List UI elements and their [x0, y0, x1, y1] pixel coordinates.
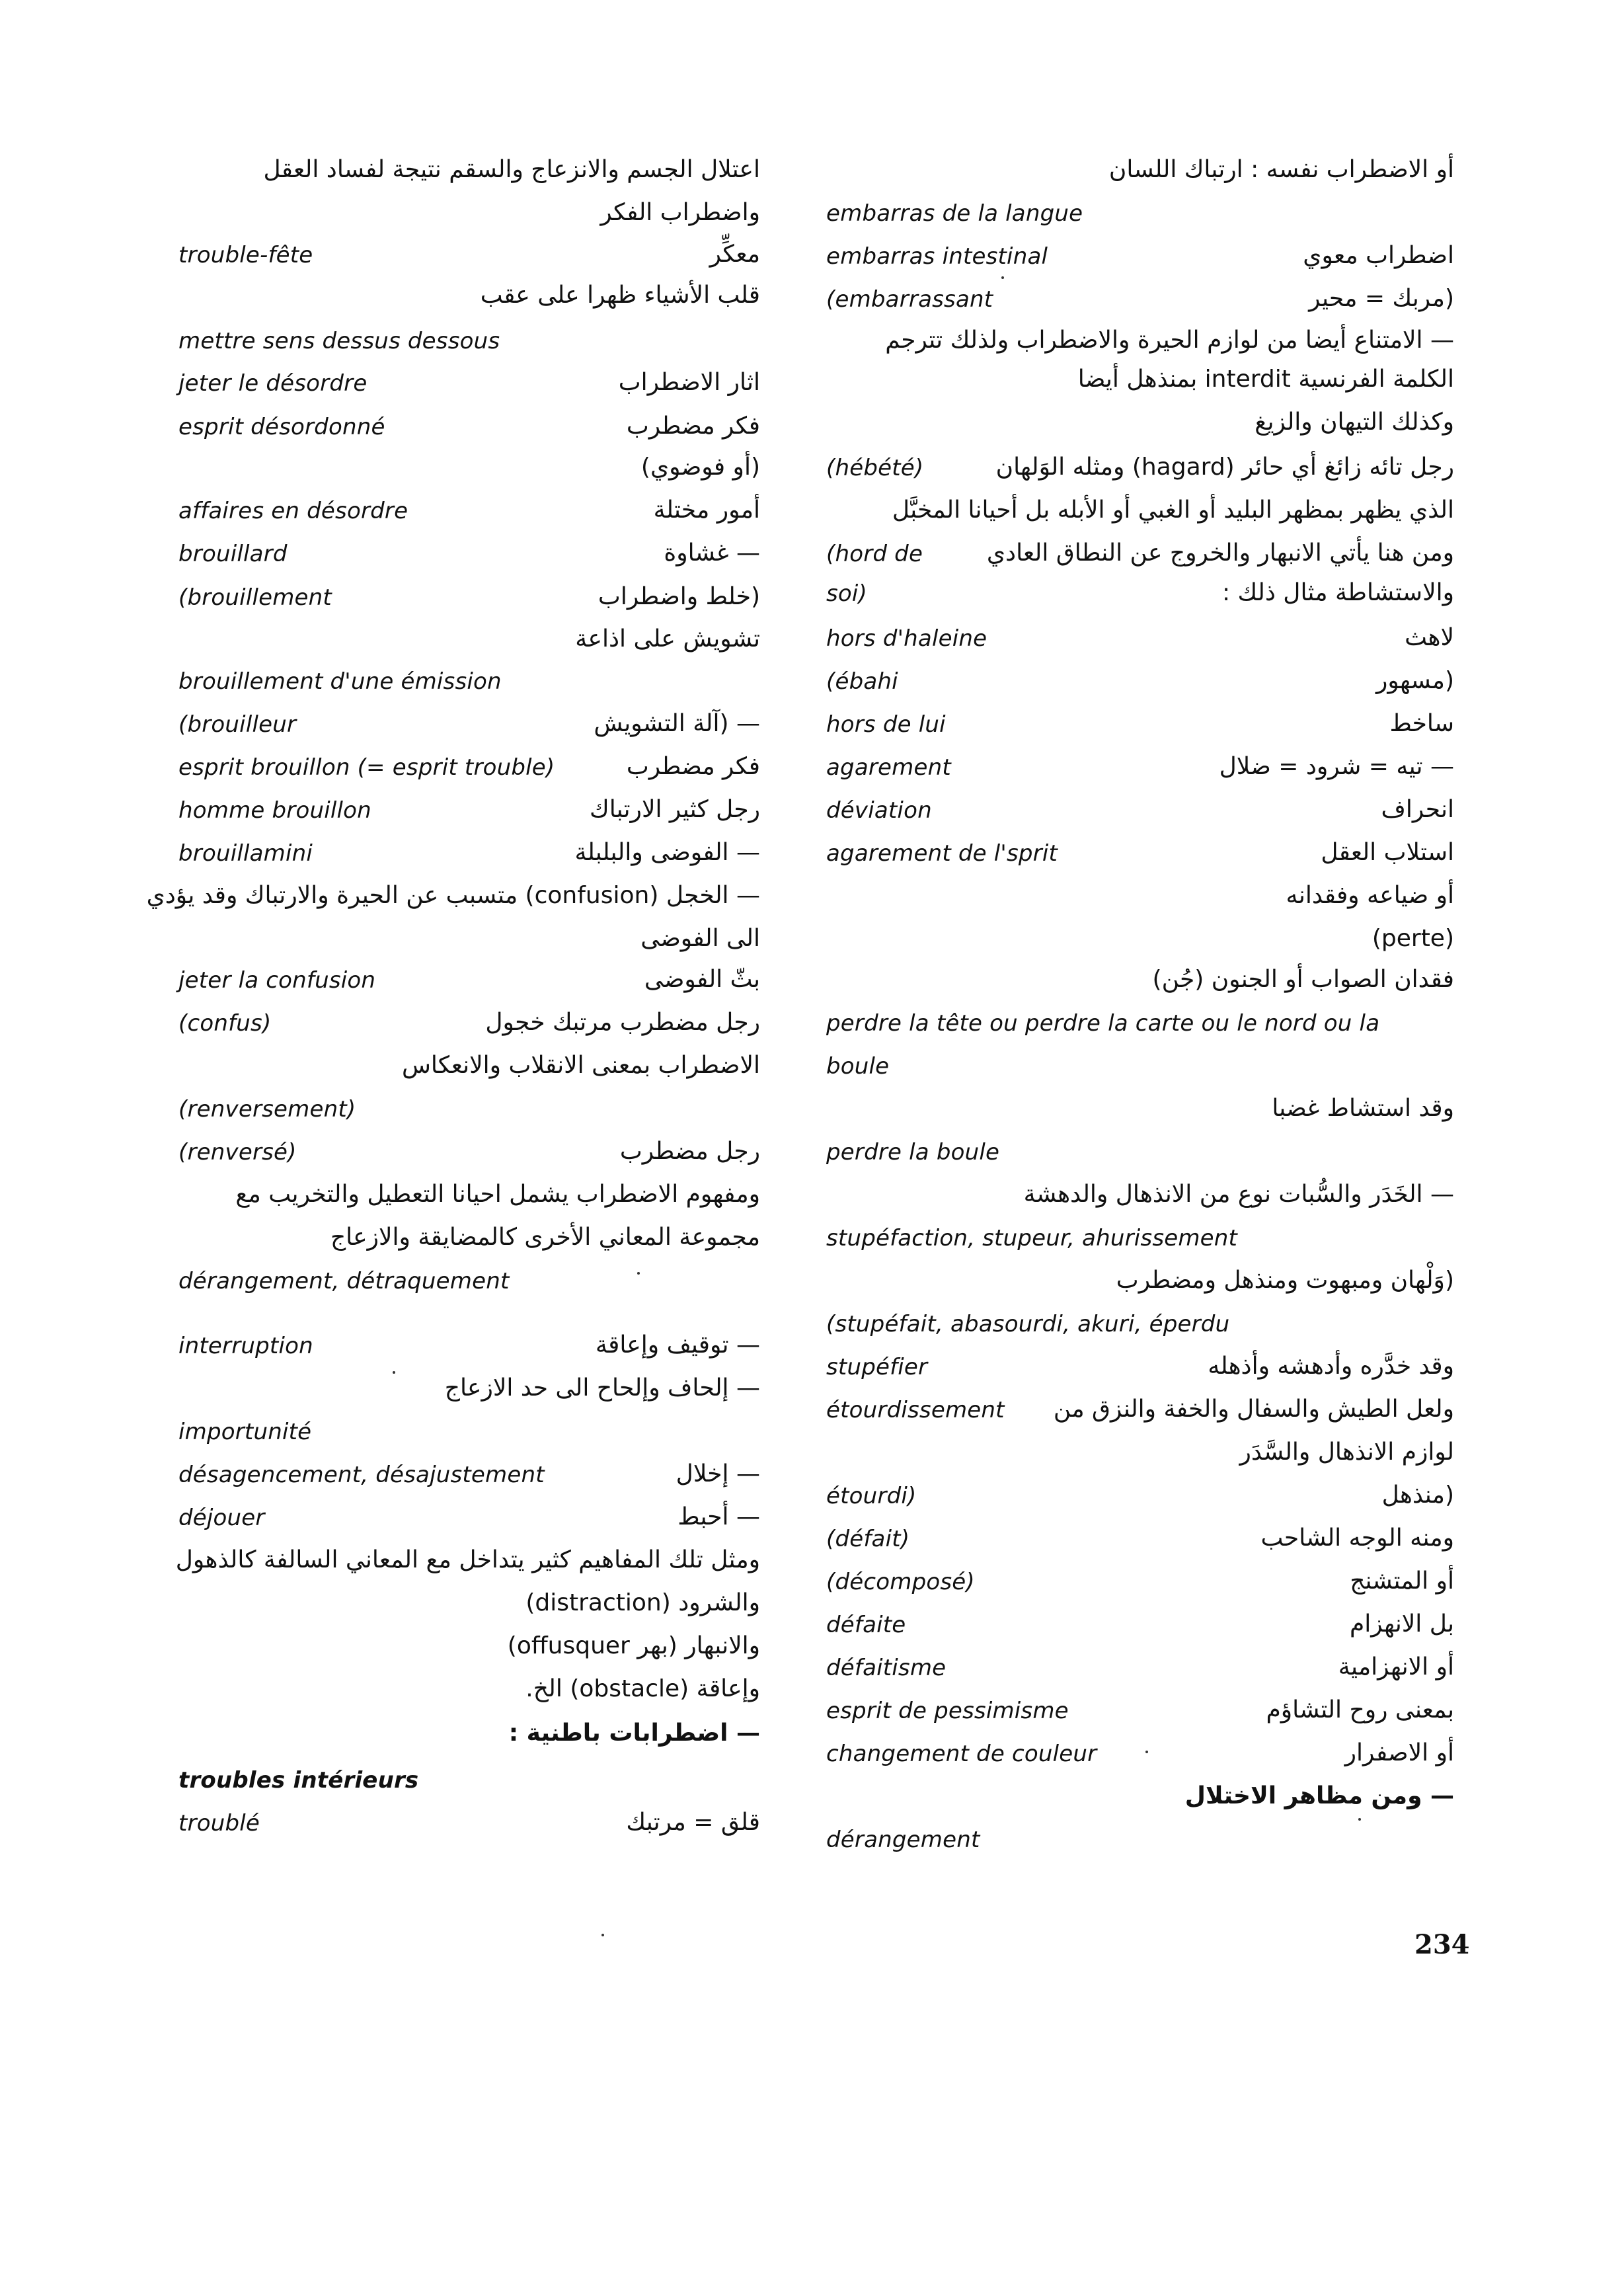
- french-term: brouillard: [178, 541, 288, 567]
- french-term: (renversé): [178, 1139, 297, 1166]
- entry-row: [178, 1005, 760, 1047]
- french-term: (brouillement: [178, 584, 332, 611]
- arabic-text: واضطراب الفكر: [600, 199, 760, 226]
- french-term: (renversement): [178, 1096, 356, 1123]
- entry-row: [826, 1005, 1454, 1047]
- arabic-text: اثار الاضطراب: [618, 369, 760, 396]
- french-term: changement de couleur: [826, 1741, 1097, 1767]
- arabic-text: ومن هنا يأتي الانبهار والخروج عن النطاق العادي: [986, 539, 1454, 567]
- entry-row: [178, 1805, 760, 1847]
- entry-row: [826, 362, 1454, 404]
- entry-row: [178, 1220, 760, 1262]
- french-term: trouble-fête: [178, 242, 313, 268]
- arabic-text: (perte): [1372, 925, 1454, 952]
- french-term: soi): [826, 580, 868, 607]
- entry-row: [178, 450, 760, 492]
- entry-row: [178, 237, 760, 279]
- scan-speck: [1001, 276, 1004, 279]
- arabic-text: — الخجل (confusion) متسبب عن الحيرة والارتباك وقد يؤدي: [146, 882, 760, 909]
- entry-row: [178, 1456, 760, 1499]
- french-term: dérangement: [826, 1827, 980, 1853]
- entry-row: [826, 1134, 1454, 1176]
- entry-row: [146, 878, 760, 920]
- entry-row: [178, 835, 760, 877]
- entry-row: [826, 152, 1454, 194]
- french-term: (brouilleur: [178, 711, 297, 738]
- french-term: hors de lui: [826, 711, 946, 738]
- french-term: esprit désordonné: [178, 414, 385, 440]
- arabic-text: أو الاضطراب نفسه : ارتباك اللسان: [1108, 156, 1454, 183]
- french-term: hors d'haleine: [826, 625, 987, 652]
- arabic-text: قلق = مرتبك: [626, 1809, 760, 1836]
- entry-row: [178, 1327, 760, 1370]
- arabic-text: اعتلال الجسم والانزعاج والسقم نتيجة لفساد العقل: [263, 156, 760, 183]
- entry-row: [178, 1091, 760, 1133]
- arabic-text: — اضطرابات باطنية :: [508, 1720, 760, 1747]
- french-term: (décomposé): [826, 1569, 975, 1595]
- arabic-text: معكِّر: [709, 241, 760, 268]
- arabic-text: — إلحاف وإلحاح الى حد الازعاج: [444, 1374, 760, 1402]
- entry-row: [826, 535, 1454, 578]
- arabic-text: مجموعة المعاني الأخرى كالمضايقة والازعاج: [330, 1224, 760, 1251]
- arabic-text: (مسهور: [1375, 667, 1454, 694]
- arabic-text: أو الاصفرار: [1344, 1739, 1454, 1766]
- entry-row: [178, 1048, 760, 1090]
- arabic-text: — ومن مظاهر الاختلال: [1184, 1782, 1454, 1809]
- entry-row: [826, 450, 1454, 492]
- entry-row: [178, 706, 760, 748]
- arabic-text: فقدان الصواب أو الجنون (جُن): [1152, 966, 1454, 993]
- french-term: (hébété): [826, 455, 924, 481]
- arabic-text: رجل مضطرب: [619, 1138, 760, 1165]
- entry-row: [826, 921, 1454, 963]
- french-term: perdre la boule: [826, 1139, 1000, 1166]
- french-term: désagencement, désajustement: [178, 1462, 545, 1488]
- entry-row: [826, 620, 1454, 662]
- arabic-text: رجل كثير الارتباك: [590, 796, 760, 823]
- scan-speck: [601, 1934, 604, 1936]
- french-term: étourdissement: [826, 1397, 1005, 1423]
- entry-row: [178, 749, 760, 791]
- french-term: boule: [826, 1053, 890, 1080]
- arabic-text: — الامتناع أيضا من لوازم الحيرة والاضطراب ولذلك تترجم: [885, 327, 1454, 354]
- entry-row: [178, 323, 760, 365]
- entry-row: [178, 1716, 760, 1758]
- arabic-text: تشويش على اذاعة: [575, 625, 760, 653]
- entry-row: [826, 1649, 1454, 1692]
- entry-row: [178, 621, 760, 664]
- entry-row: [826, 835, 1454, 877]
- entry-row: [826, 1220, 1454, 1262]
- arabic-text: انحراف: [1381, 796, 1454, 823]
- entry-row: [826, 1349, 1454, 1391]
- french-term: étourdi): [826, 1483, 917, 1509]
- entry-row: [826, 195, 1454, 237]
- arabic-text: والانبهار (بهر offusquer): [507, 1632, 760, 1659]
- french-term: (hord de: [826, 541, 923, 567]
- entry-row: [826, 1778, 1454, 1821]
- arabic-text: الذي يظهر بمظهر البليد أو الغبي أو الأبله بل أحيانا المخبَّل: [892, 496, 1454, 524]
- arabic-text: أمور مختلة: [653, 496, 760, 524]
- french-term: défaitisme: [826, 1655, 947, 1681]
- french-term: affaires en désordre: [178, 498, 408, 524]
- entry-row: [826, 706, 1454, 748]
- entry-row: [826, 1263, 1454, 1305]
- entry-row: [178, 792, 760, 834]
- entry-row: [826, 1521, 1454, 1563]
- entry-row: [826, 238, 1454, 280]
- entry-row: [178, 409, 760, 451]
- entry-row: [178, 1585, 760, 1628]
- entry-row: [178, 921, 760, 963]
- entry-row: [175, 1542, 760, 1585]
- french-term: dérangement, détraquement: [178, 1268, 510, 1294]
- entry-row: [826, 1091, 1454, 1133]
- french-term: (embarrassant: [826, 286, 993, 313]
- french-term: agarement de l'sprit: [826, 840, 1058, 867]
- scan-speck: [1145, 1751, 1148, 1753]
- french-term: esprit brouillon (= esprit trouble): [178, 754, 555, 781]
- entry-row: [178, 493, 760, 535]
- french-term: embarras de la langue: [826, 200, 1083, 227]
- french-term: interruption: [178, 1333, 313, 1359]
- arabic-text: — الفوضى والبلبلة: [574, 839, 760, 866]
- entry-row: [826, 493, 1454, 535]
- arabic-text: الكلمة الفرنسية interdit بمنذهل أيضا: [1077, 366, 1454, 393]
- entry-row: [826, 749, 1454, 791]
- arabic-text: لوازم الانذهال والسَّدَر: [1239, 1439, 1454, 1466]
- french-term: (défait): [826, 1526, 910, 1552]
- entry-row: [178, 1628, 760, 1671]
- arabic-text: أو المتشنج: [1350, 1567, 1454, 1595]
- arabic-text: ومثل تلك المفاهيم كثير يتداخل مع المعاني السالفة كالذهول: [175, 1546, 760, 1573]
- entry-row: [826, 1392, 1454, 1434]
- french-term: déjouer: [178, 1505, 265, 1531]
- entry-row: [826, 1048, 1454, 1090]
- arabic-text: (مربك = محير: [1309, 285, 1454, 312]
- entry-row: [178, 1413, 760, 1456]
- arabic-text: لاهث: [1405, 624, 1454, 651]
- french-term: embarras intestinal: [826, 243, 1048, 270]
- arabic-text: — توقيف وإعاقة: [595, 1331, 760, 1359]
- entry-row: [826, 405, 1454, 447]
- french-term: défaite: [826, 1612, 906, 1638]
- scan-speck: [637, 1272, 640, 1275]
- arabic-text: الى الفوضى: [640, 925, 760, 952]
- arabic-text: (خلط واضطراب: [598, 583, 760, 610]
- scan-speck: [393, 1371, 395, 1374]
- entry-row: [826, 323, 1454, 365]
- entry-row: [826, 1821, 1454, 1864]
- french-term: jeter la confusion: [178, 967, 376, 994]
- scan-speck: [1358, 1818, 1361, 1821]
- arabic-text: (منذهل: [1381, 1482, 1454, 1509]
- french-term: importunité: [178, 1419, 312, 1445]
- french-term: brouillement d'une émission: [178, 668, 502, 695]
- entry-row: [178, 278, 760, 320]
- entry-row: [178, 195, 760, 237]
- french-term: (confus): [178, 1010, 272, 1037]
- french-term: (stupéfait, abasourdi, akuri, éperdu: [826, 1311, 1230, 1337]
- french-term: brouillamini: [178, 840, 313, 867]
- entry-row: [178, 1671, 760, 1714]
- arabic-text: ولعل الطيش والسفال والخفة والنزق من: [1053, 1396, 1454, 1423]
- arabic-text: فكر مضطرب: [626, 753, 760, 780]
- entry-row: [178, 579, 760, 621]
- entry-row: [178, 1370, 760, 1413]
- french-term: stupéfier: [826, 1354, 928, 1380]
- arabic-text: — غشاوة: [664, 539, 760, 567]
- arabic-text: ومنه الوجه الشاحب: [1260, 1524, 1454, 1552]
- entry-row: [826, 663, 1454, 705]
- arabic-text: رجل تائه زائغ أي حائر (hagard) ومثله الوَلهان: [995, 454, 1454, 481]
- arabic-text: وإعاقة (obstacle) الخ.: [525, 1675, 760, 1702]
- entry-row: [826, 1478, 1454, 1520]
- french-term: jeter le désordre: [178, 370, 367, 397]
- entry-row: [826, 962, 1454, 1004]
- entry-row: [178, 1263, 760, 1305]
- entry-row: [826, 1306, 1454, 1348]
- arabic-text: اضطراب معوي: [1303, 242, 1454, 269]
- entry-row: [826, 575, 1454, 617]
- arabic-text: وقد استشاط غضبا: [1272, 1095, 1454, 1122]
- entry-row: [178, 1499, 760, 1542]
- entry-row: [826, 878, 1454, 920]
- arabic-text: — (آلة التشويش: [594, 710, 760, 737]
- entry-row: [826, 1177, 1454, 1219]
- entry-row: [178, 1762, 760, 1804]
- arabic-text: بثّ الفوضى: [644, 966, 760, 993]
- arabic-text: استلاب العقل: [1321, 839, 1454, 866]
- french-term: déviation: [826, 797, 932, 824]
- entry-row: [178, 365, 760, 407]
- french-term: agarement: [826, 754, 951, 781]
- french-term: esprit de pessimisme: [826, 1698, 1069, 1724]
- entry-row: [178, 535, 760, 578]
- arabic-text: أو الانهزامية: [1338, 1653, 1454, 1681]
- entry-row: [826, 1606, 1454, 1649]
- entry-row: [826, 1435, 1454, 1477]
- arabic-text: (أو فوضوي): [640, 454, 760, 481]
- arabic-text: — تيه = شرود = ضلال: [1219, 753, 1454, 780]
- arabic-text: والشرود (distraction): [525, 1589, 760, 1616]
- entry-row: [826, 1692, 1454, 1735]
- arabic-text: ومفهوم الاضطراب يشمل احيانا التعطيل والتخريب مع: [235, 1181, 760, 1208]
- arabic-text: قلب الأشياء ظهرا على عقب: [480, 282, 760, 309]
- entry-row: [178, 1177, 760, 1219]
- entry-row: [826, 281, 1454, 323]
- entry-row: [178, 663, 760, 705]
- arabic-text: — أحبط: [677, 1503, 760, 1530]
- french-term: troublé: [178, 1810, 260, 1837]
- french-term: troubles intérieurs: [178, 1767, 419, 1794]
- french-term: stupéfaction, stupeur, ahurissement: [826, 1225, 1238, 1251]
- french-term: homme brouillon: [178, 797, 371, 824]
- arabic-text: — الخَدَر والسُّبات نوع من الانذهال والدهشة: [1023, 1181, 1454, 1208]
- arabic-text: رجل مضطرب مرتبك خجول: [485, 1009, 760, 1036]
- arabic-text: وكذلك التيهان والزيغ: [1255, 409, 1454, 436]
- entry-row: [178, 152, 760, 194]
- arabic-text: الاضطراب بمعنى الانقلاب والانعكاس: [401, 1052, 760, 1079]
- french-term: mettre sens dessus dessous: [178, 328, 500, 354]
- french-term: perdre la tête ou perdre la carte ou le nord ou la: [826, 1010, 1380, 1037]
- arabic-text: بمعنى روح التشاؤم: [1266, 1696, 1454, 1723]
- french-term: (ébahi: [826, 668, 898, 695]
- arabic-text: ساخط: [1389, 710, 1454, 737]
- entry-row: [826, 1735, 1454, 1778]
- entry-row: [178, 962, 760, 1004]
- entry-row: [826, 1564, 1454, 1606]
- arabic-text: والاستشاطة مثال ذلك :: [1221, 579, 1454, 606]
- page-number: 234: [1414, 1929, 1470, 1960]
- arabic-text: بل الانهزام: [1349, 1610, 1454, 1638]
- entry-row: [178, 1134, 760, 1176]
- arabic-text: وقد خدَّره وأدهشه وأذهله: [1208, 1353, 1454, 1380]
- arabic-text: — إخلال: [676, 1460, 760, 1487]
- arabic-text: أو ضياعه وفقدانه: [1286, 882, 1454, 909]
- entry-row: [826, 792, 1454, 834]
- arabic-text: (وَلْهان ومبهوت ومنذهل ومضطرب: [1116, 1267, 1454, 1294]
- arabic-text: فكر مضطرب: [626, 413, 760, 440]
